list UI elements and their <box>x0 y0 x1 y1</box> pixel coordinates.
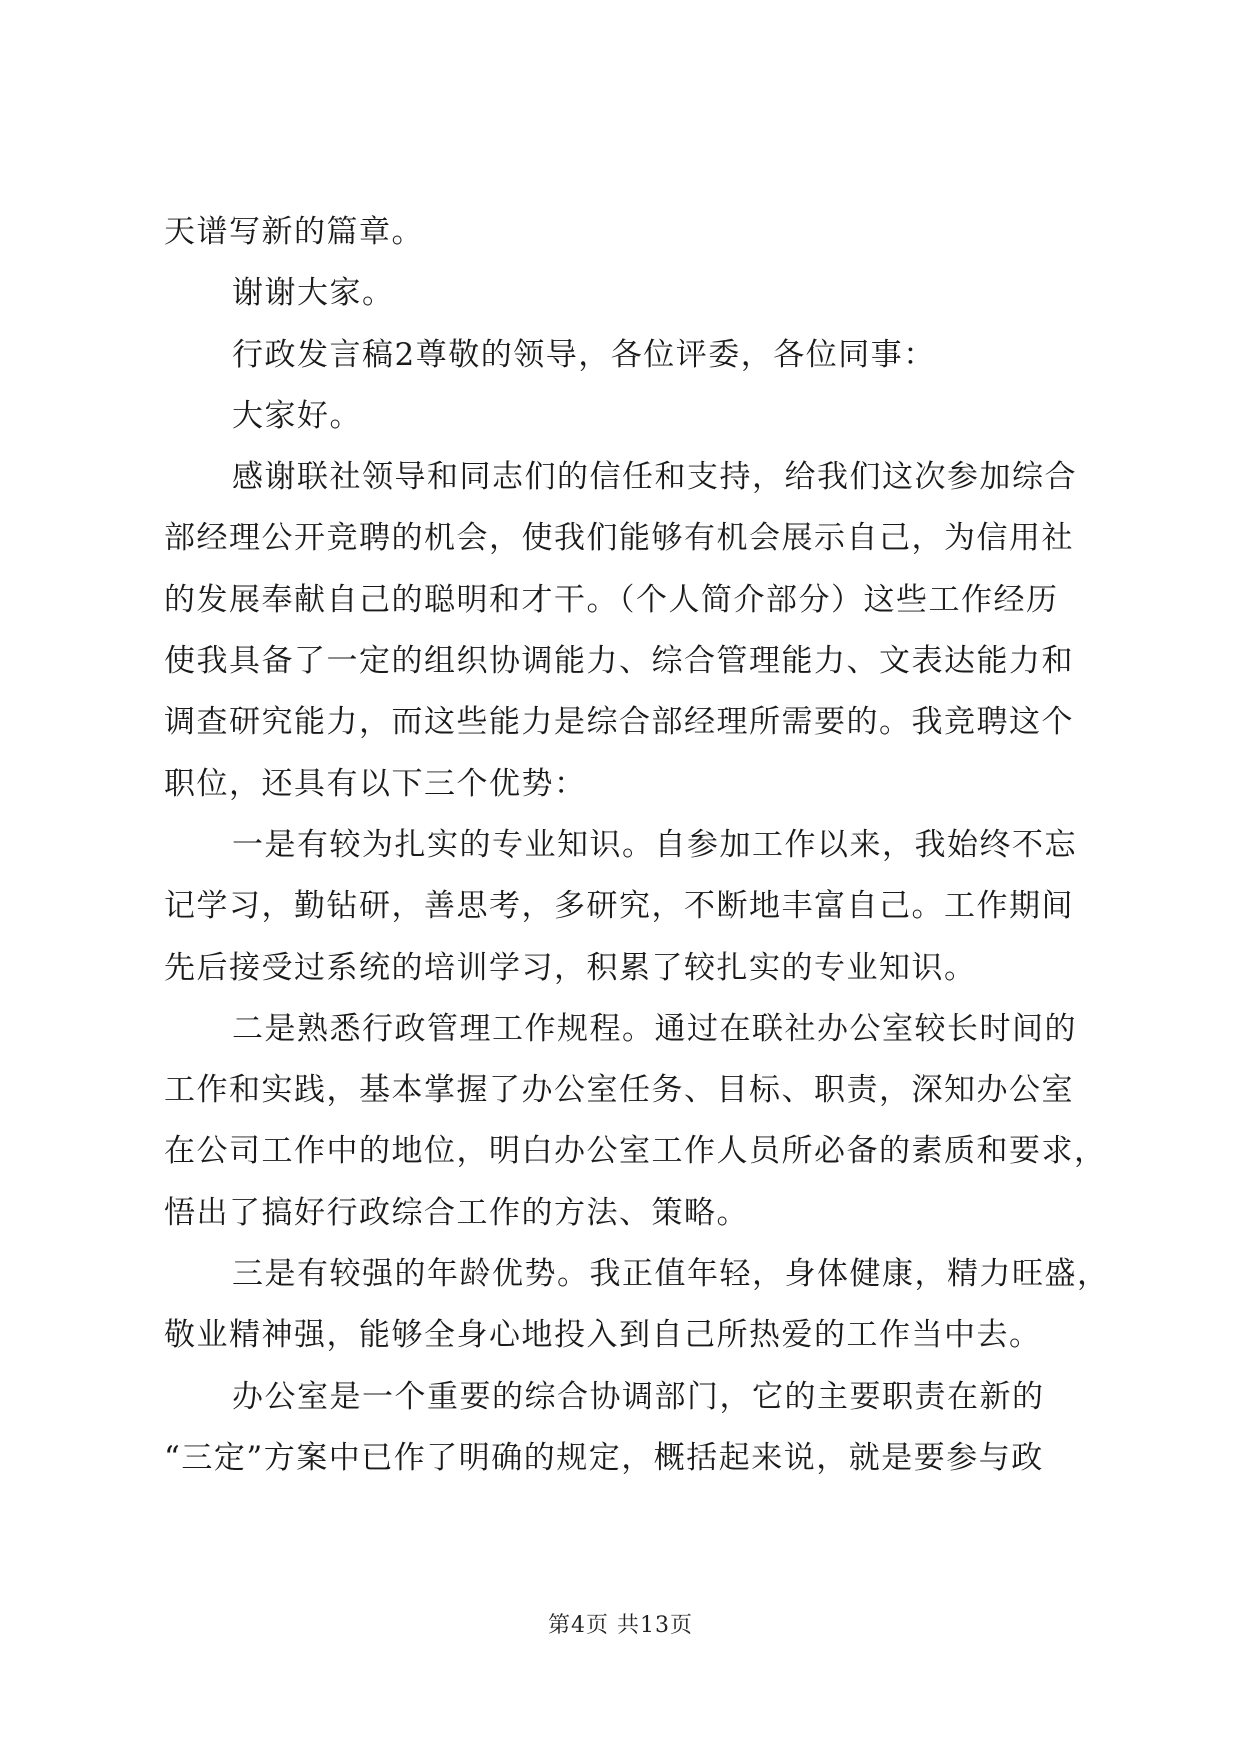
text-line: 调查研究能力，而这些能力是综合部经理所需要的。我竞聘这个 <box>164 704 1074 741</box>
text-line: 先后接受过系统的培训学习，积累了较扎实的专业知识。 <box>164 949 977 986</box>
text-line: 记学习，勤钻研，善思考，多研究，不断地丰富自己。工作期间 <box>164 888 1074 925</box>
text-line: 大家好。 <box>232 397 362 434</box>
document-body <box>164 202 1110 1489</box>
text-line: 行政发言稿2尊敬的领导，各位评委，各位同事： <box>232 336 936 373</box>
page-footer: 第4页 共13页 <box>548 1613 693 1638</box>
text-line: 办公室是一个重要的综合协调部门，它的主要职责在新的 <box>232 1378 1045 1415</box>
text-line: 一是有较为扎实的专业知识。自参加工作以来，我始终不忘 <box>232 826 1077 863</box>
text-line: 敬业精神强，能够全身心地投入到自己所热爱的工作当中去。 <box>164 1317 1042 1354</box>
text-line: 工作和实践，基本掌握了办公室任务、目标、职责，深知办公室 <box>164 1072 1074 1109</box>
text-line: 天谱写新的篇章。 <box>164 214 424 250</box>
text-line: 感谢联社领导和同志们的信任和支持，给我们这次参加综合 <box>232 459 1077 496</box>
text-line: 使我具备了一定的组织协调能力、综合管理能力、文表达能力和 <box>164 643 1074 680</box>
text-line: 职位，还具有以下三个优势： <box>164 765 587 802</box>
text-line: 二是熟悉行政管理工作规程。通过在联社办公室较长时间的 <box>232 1010 1077 1047</box>
text-line: 三是有较强的年龄优势。我正值年轻，身体健康，精力旺盛， <box>232 1256 1110 1293</box>
text-line: “三定”方案中已作了明确的规定，概括起来说，就是要参与政 <box>164 1439 1044 1476</box>
text-line: 的发展奉献自己的聪明和才干。（个人简介部分）这些工作经历 <box>164 581 1059 618</box>
text-line: 在公司工作中的地位，明白办公室工作人员所必备的素质和要求， <box>164 1133 1107 1170</box>
text-line: 谢谢大家。 <box>232 275 395 312</box>
text-line: 悟出了搞好行政综合工作的方法、策略。 <box>164 1194 749 1231</box>
text-line: 部经理公开竞聘的机会，使我们能够有机会展示自己，为信用社 <box>164 520 1074 557</box>
